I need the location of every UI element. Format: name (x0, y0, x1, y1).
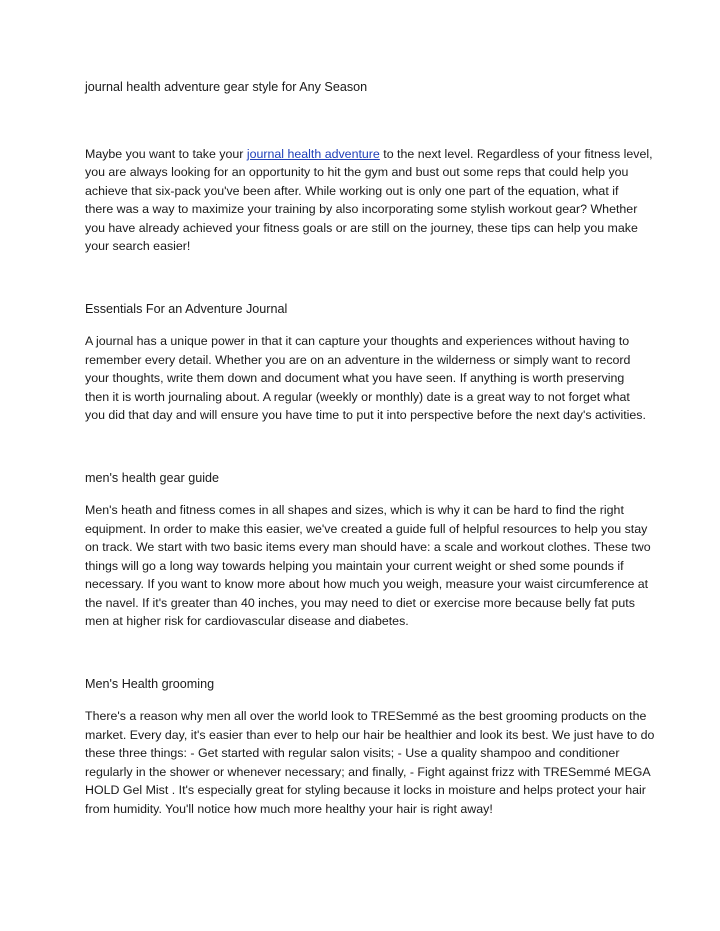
intro-line: you are always looking for an opportunity to hit the gym and bust out some reps that could help you (85, 165, 629, 180)
intro-line: achieve that six-pack you've been after. While working out is only one part of the equation, what if (85, 183, 619, 198)
paragraph-line: Men's heath and fitness comes in all shapes and sizes, which is why it can be hard to find the right (85, 503, 624, 518)
paragraph-line: HOLD Gel Mist . It's especially great for styling because it locks in moisture and helps protect your hair (85, 783, 646, 798)
paragraph-line: from humidity. You'll notice how much more healthy your hair is right away! (85, 801, 493, 816)
section-paragraph-adventure-journal (85, 332, 645, 425)
section-heading-gear-guide: men's health gear guide (85, 470, 220, 485)
section-heading-grooming: Men's Health grooming (85, 676, 215, 691)
section-paragraph-gear-guide (85, 501, 651, 631)
paragraph-line: regularly in the shower or whenever necessary; and finally, - Fight against frizz with TRESemmé MEGA (85, 764, 651, 779)
paragraph-line: you did that day and will ensure you have time to put it into perspective before the next day's activities. (85, 408, 646, 423)
paragraph-line: A journal has a unique power in that it can capture your thoughts and experiences without having to (85, 334, 630, 349)
intro-line: you have already achieved your fitness goals or are still on the journey, these tips can help you make (85, 220, 638, 235)
intro-text-before-link: Maybe you want to take your (85, 146, 247, 161)
paragraph-line: your thoughts, write them down and document what you have seen. If anything is worth preserving (85, 371, 625, 386)
paragraph-line: necessary. If you want to know more about how much you weigh, measure your waist circumference at (85, 577, 649, 592)
paragraph-line: remember every detail. Whether you are on an adventure in the wilderness or simply want to record (85, 352, 631, 367)
section-paragraph-grooming (85, 707, 655, 818)
journal-health-adventure-link[interactable]: journal health adventure (246, 146, 380, 161)
section-heading-adventure-journal: Essentials For an Adventure Journal (85, 301, 288, 316)
paragraph-line: There's a reason why men all over the world look to TRESemmé as the best grooming products on the (85, 709, 647, 724)
intro-paragraph (85, 145, 653, 256)
intro-line: there was a way to maximize your training by also incorporating some stylish workout gear? Whether (85, 202, 638, 217)
paragraph-line: the navel. If it's greater than 40 inches, you may need to diet or exercise more because belly fat puts (85, 595, 635, 610)
intro-line: your search easier! (85, 239, 191, 254)
paragraph-line: market. Every day, it's easier than ever to help our hair be healthier and look its best. We just have to do (85, 727, 655, 742)
intro-text-after-link: to the next level. Regardless of your fitness level, (379, 146, 653, 161)
paragraph-line: men at higher risk for cardiovascular disease and diabetes. (85, 614, 409, 629)
paragraph-line: things will go a long way towards helping you maintain your current weight or shed some pounds if (85, 558, 624, 573)
paragraph-line: equipment. In order to make this easier, we've created a guide full of helpful resources to help you stay (85, 521, 648, 536)
paragraph-line: on track. We start with two basic items every man should have: a scale and workout clothes. These two (85, 540, 651, 555)
intro-line-1 (85, 145, 653, 164)
document-title: journal health adventure gear style for Any Season (85, 80, 368, 94)
paragraph-line: then it is worth journaling about. A regular (weekly or monthly) date is a great way to not forget what (85, 389, 630, 404)
paragraph-line: these three things: - Get started with regular salon visits; - Use a quality shampoo and conditioner (85, 746, 620, 761)
document-page (85, 78, 655, 818)
